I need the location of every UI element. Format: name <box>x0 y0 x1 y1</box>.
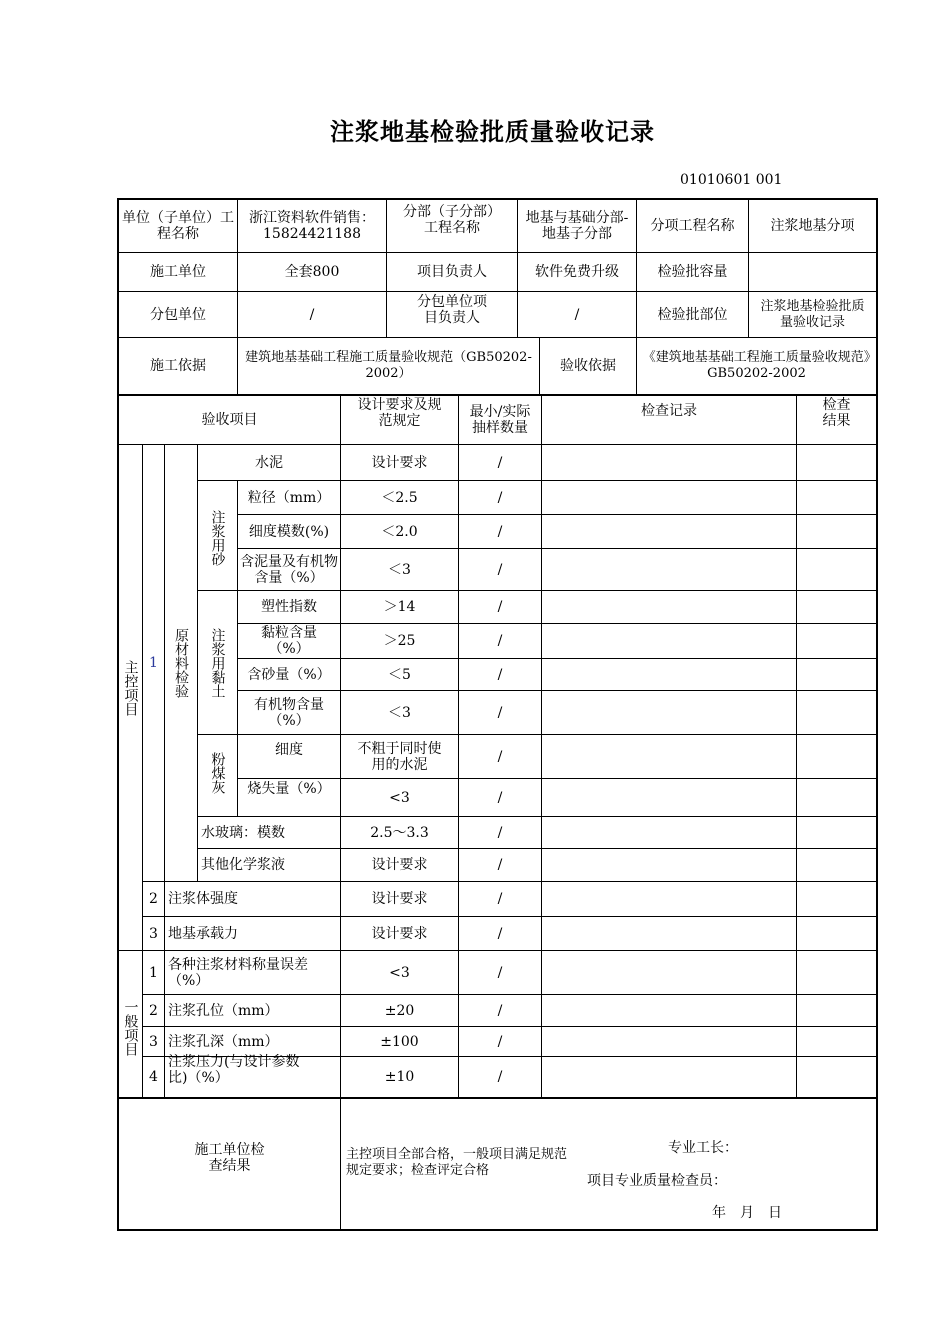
sand-name: 含泥量及有机物含量（%） <box>240 553 338 586</box>
general-sample: / <box>497 1033 503 1050</box>
subdivision-value: 地基与基础分部-地基子分部 <box>525 210 629 242</box>
col-item: 验收项目 <box>201 412 258 428</box>
raw-material-label: 原材料检验 <box>173 628 189 698</box>
acceptance-basis-value: 《建筑地基基础工程施工质量验收规范》GB50202-2002 <box>642 350 871 381</box>
item-sample: / <box>497 925 503 942</box>
col-result: 检查结果 <box>822 397 851 429</box>
general-req: ±20 <box>384 1002 415 1019</box>
ash-req: 不粗于同时使用的水泥 <box>357 740 442 773</box>
cement-sample: / <box>497 455 503 471</box>
contractor-label: 施工单位 <box>150 264 206 280</box>
sand-label: 注浆用砂 <box>209 510 226 566</box>
clay-req: ＞14 <box>383 599 416 615</box>
col-sample: 最小/实际抽样数量 <box>469 404 531 436</box>
general-sample: / <box>497 1002 503 1019</box>
foreman-label: 专业工长： <box>668 1140 738 1156</box>
general-number: 3 <box>149 1033 158 1050</box>
ash-req: <3 <box>389 789 410 806</box>
item-sample: / <box>497 891 503 907</box>
general-req: ±10 <box>384 1069 415 1085</box>
clay-sample: / <box>497 599 503 615</box>
unit-name-value: 浙江资料软件销售：15824421188 <box>249 210 375 242</box>
water-glass-req: 2.5～3.3 <box>370 824 429 841</box>
general-name: 注浆压力(与设计参数比)（%） <box>168 1054 300 1086</box>
clay-sample: / <box>497 633 503 649</box>
clay-name: 黏粒含量（%） <box>261 625 317 657</box>
col-design: 设计要求及规范规定 <box>357 397 442 429</box>
subdivision-label: 分部（子分部）工程名称 <box>403 204 501 236</box>
batch-capacity-label: 检验批容量 <box>657 264 728 280</box>
batch-capacity-value <box>749 253 876 291</box>
clay-name: 含砂量（%） <box>247 666 331 683</box>
item-name: 注浆体强度 <box>168 891 238 907</box>
general-number: 4 <box>149 1069 158 1085</box>
sand-name: 细度模数(%) <box>248 523 330 540</box>
item-number: 1 <box>149 655 158 671</box>
clay-req: ＜5 <box>388 666 411 683</box>
item-number: 2 <box>149 891 158 907</box>
general-number: 2 <box>149 1002 158 1019</box>
item-number: 3 <box>149 925 158 942</box>
clay-sample: / <box>497 704 503 721</box>
clay-name: 塑性指数 <box>261 599 317 615</box>
project-manager-value: 软件免费升级 <box>535 264 619 280</box>
col-record: 检查记录 <box>641 403 697 419</box>
general-name: 各种注浆材料称量误差（%） <box>168 956 308 989</box>
general-name: 注浆孔位（mm） <box>168 1002 279 1019</box>
item-name: 地基承载力 <box>168 925 238 942</box>
batch-part-label: 检验批部位 <box>657 306 728 323</box>
sand-sample: / <box>497 561 503 578</box>
clay-req: ＜3 <box>388 704 411 721</box>
general-req: <3 <box>389 964 410 981</box>
cement-req: 设计要求 <box>371 455 428 471</box>
unit-name-label: 单位（子单位）工程名称 <box>122 210 234 242</box>
project-manager-label: 项目负责人 <box>417 264 487 280</box>
date-label: 年 月 日 <box>712 1205 782 1221</box>
chem-req: 设计要求 <box>371 857 428 873</box>
construction-basis-label: 施工依据 <box>150 358 206 374</box>
cement-name: 水泥 <box>255 455 283 471</box>
water-glass-sample: / <box>497 824 503 841</box>
clay-req: ＞25 <box>383 633 416 649</box>
item-req: 设计要求 <box>371 891 428 907</box>
form-code: 01010601 001 <box>680 172 783 188</box>
fly-ash-label: 粉煤灰 <box>209 752 226 794</box>
general-req: ±100 <box>380 1033 419 1050</box>
general-number: 1 <box>149 964 158 981</box>
item-req: 设计要求 <box>371 925 428 942</box>
sand-name: 粒径（mm） <box>247 489 331 506</box>
main-control-label: 主控项目 <box>122 660 139 716</box>
clay-name: 有机物含量（%） <box>254 696 324 729</box>
acceptance-basis-label: 验收依据 <box>560 358 616 374</box>
ash-name: 细度 <box>275 742 303 758</box>
sub-item-value: 注浆地基分项 <box>770 218 855 234</box>
general-items-label: 一般项目 <box>122 1000 139 1056</box>
sand-sample: / <box>497 489 503 506</box>
sub-item-label: 分项工程名称 <box>650 218 735 234</box>
ash-sample: / <box>497 748 503 765</box>
contractor-value: 全套800 <box>284 264 340 280</box>
sand-req: ＜2.0 <box>381 523 418 540</box>
inspection-result-label: 施工单位检查结果 <box>194 1142 265 1174</box>
acceptance-table <box>117 198 878 1231</box>
sand-req: ＜3 <box>388 561 411 578</box>
sand-req: ＜2.5 <box>381 489 418 506</box>
chem-name: 其他化学浆液 <box>201 857 285 873</box>
clay-label: 注浆用黏土 <box>209 628 226 698</box>
ash-name: 烧失量（%） <box>247 781 331 797</box>
page-title: 注浆地基检验批质量验收记录 <box>330 117 655 146</box>
general-sample: / <box>497 1069 503 1085</box>
inspection-conclusion: 主控项目全部合格，一般项目满足规范规定要求；检查评定合格 <box>346 1147 568 1178</box>
water-glass-name: 水玻璃：模数 <box>201 824 285 841</box>
subcontractor-value: / <box>309 306 315 323</box>
ash-sample: / <box>497 789 503 806</box>
clay-sample: / <box>497 666 503 683</box>
quality-inspector-label: 项目专业质量检查员： <box>587 1173 727 1189</box>
sand-sample: / <box>497 523 503 540</box>
general-name: 注浆孔深（mm） <box>168 1033 279 1050</box>
sub-pm-label: 分包单位项目负责人 <box>417 294 487 326</box>
subcontractor-label: 分包单位 <box>150 306 206 323</box>
chem-sample: / <box>497 857 503 873</box>
batch-part-value: 注浆地基检验批质量验收记录 <box>760 298 865 330</box>
general-sample: / <box>497 964 503 981</box>
construction-basis-value: 建筑地基基础工程施工质量验收规范（GB50202-2002） <box>245 350 532 381</box>
sub-pm-value: / <box>574 306 580 323</box>
